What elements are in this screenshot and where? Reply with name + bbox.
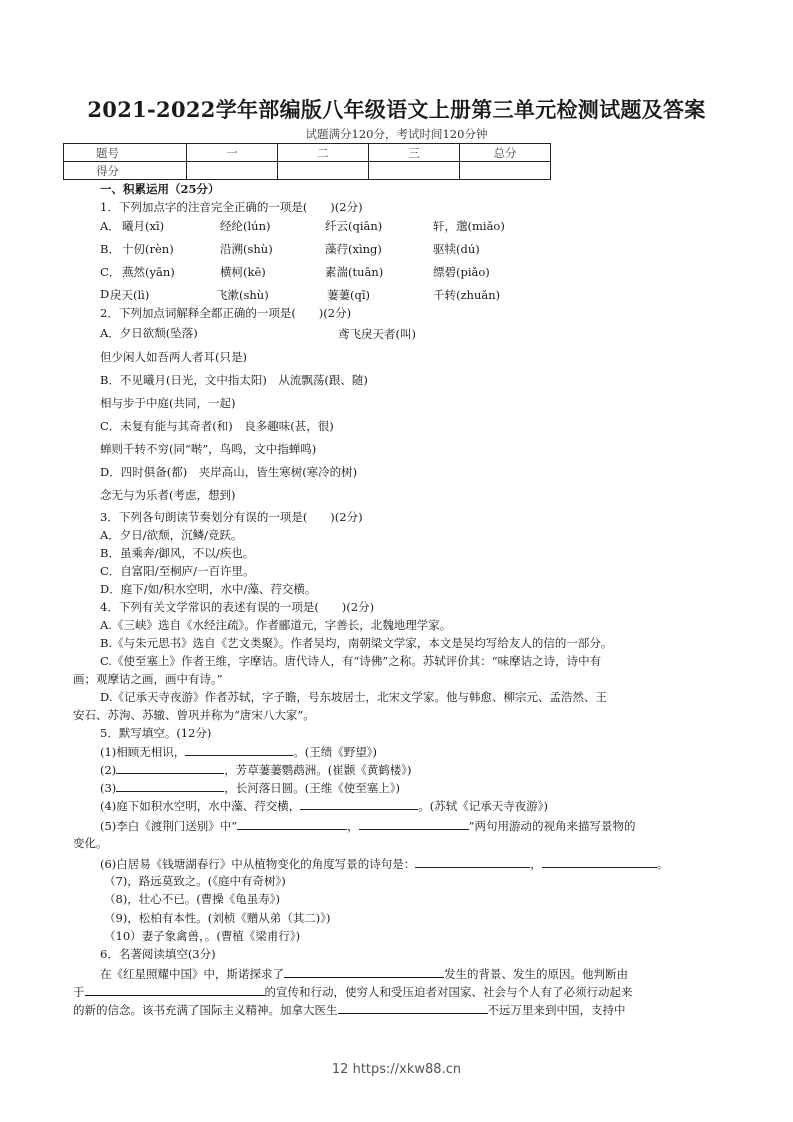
header-cell: 总分	[460, 144, 551, 162]
fill-prefix: (2)	[100, 763, 117, 777]
answer-blank[interactable]	[284, 966, 444, 978]
question-2-stem: 2．下列加点词解释全都正确的一项是( )(2分)	[100, 306, 352, 320]
score-table-header-row	[64, 144, 551, 162]
question-4-option: A.《三峡》选自《水经注疏》。作者郦道元，字善长，北魏地理学家。	[100, 618, 452, 632]
question-3-option: A．夕日/欲颓，沉鳞/竞跃。	[100, 528, 243, 542]
fill-item-8: （8)，壮心不已。(曹操《龟虽寿》)	[104, 892, 281, 906]
header-cell: 一	[187, 144, 278, 162]
fill-suffix: 。(王绩《野望》)	[293, 745, 378, 759]
option-item: 燕然(yān)	[122, 265, 175, 279]
answer-blank[interactable]	[359, 818, 469, 830]
fill-separator: ，	[347, 819, 359, 833]
question-4-stem: 4．下列有关文学常识的表述有误的一项是( )(2分)	[100, 600, 375, 614]
answer-blank[interactable]	[237, 818, 347, 830]
page-footer: 12 https://xkw88.cn	[331, 1062, 462, 1077]
option-item: 萋萋(qī)	[327, 288, 371, 302]
row-label: 得分	[64, 162, 187, 180]
question-3-option: C．自富阳/至桐庐/一百许里。	[100, 564, 255, 578]
question-2-line: 蝉则千转不穷(同“啭”，鸟鸣，文中指蝉鸣)	[100, 442, 317, 456]
fill-item-5-continued: 变化。	[73, 836, 108, 850]
option-item: 藻荇(xìng)	[325, 242, 382, 256]
score-cell	[278, 162, 369, 180]
question-6-stem: 6．名著阅读填空(3分)	[100, 947, 216, 961]
fill-item-9: （9)，松柏有本性。(刘桢《赠从弟（其二)》)	[104, 911, 331, 925]
option-item: 沿溯(shù)	[220, 242, 273, 256]
option-item: 千转(zhuǎn)	[433, 288, 501, 302]
header-cell: 二	[278, 144, 369, 162]
question-4-option-continued: 画；观摩诘之画，画中有诗。”	[73, 672, 223, 686]
fill-item-5	[100, 818, 636, 834]
option-item: 素湍(tuān)	[325, 265, 384, 279]
fill-suffix: 。	[656, 857, 669, 871]
question-2-line: 念无与为乐者(考虑，想到)	[100, 488, 236, 502]
question-5-stem: 5．默写填空。(12分)	[100, 726, 212, 740]
question-6-line-2	[73, 984, 633, 1000]
question-2-line: D．四时俱备(都) 夹岸高山，皆生寒树(寒冷的树)	[100, 465, 358, 479]
fill-prefix: (5)李白《渡荆门送别》中“	[100, 819, 238, 833]
header-cell: 题号	[64, 144, 187, 162]
fill-suffix: 不远万里来到中国，支持中	[487, 1003, 626, 1017]
option-item: 缥碧(piǎo)	[433, 265, 490, 279]
option-item: 飞漱(shù)	[216, 288, 269, 302]
fill-item-7: （7)，路远莫致之。(《庭中有奇树》)	[104, 874, 286, 888]
score-cell	[460, 162, 551, 180]
question-2-line: A．夕日欲颓(坠落)	[100, 326, 198, 340]
option-prefix: A．	[100, 219, 120, 233]
section-heading: 一、积累运用（25分）	[100, 182, 220, 196]
option-item: 驱犊(dú)	[433, 242, 480, 256]
fill-suffix: ”两句用游动的视角来描写景物的	[468, 819, 636, 833]
option-item: 经纶(lún)	[220, 219, 271, 233]
score-cell	[369, 162, 460, 180]
fill-item-1	[100, 744, 377, 760]
answer-blank[interactable]	[338, 1002, 488, 1014]
question-2-line: 相与步于中庭(共同，一起)	[100, 396, 236, 410]
fill-suffix: ，芳草萋萋鹦鹉洲。(崔颢《黄鹤楼》)	[224, 763, 412, 777]
fill-suffix: ，长河落日圆。(王维《使至塞上》)	[224, 781, 401, 795]
answer-blank[interactable]	[542, 856, 657, 868]
fill-prefix: 的新的信念。该书充满了国际主义精神。加拿大医生	[73, 1003, 338, 1017]
question-3-option: B．虽乘奔/御风，不以/疾也。	[100, 546, 255, 560]
page-title: 2021-2022学年部编版八年级语文上册第三单元检测试题及答案	[87, 97, 706, 122]
answer-blank[interactable]	[300, 798, 418, 810]
question-4-option: C.《使至塞上》作者王维，字摩诘。唐代诗人，有“诗佛”之称。苏轼评价其：“味摩诘之诗，诗中有	[100, 654, 602, 668]
fill-suffix: 。(苏轼《记承天寺夜游》)	[418, 799, 549, 813]
question-3-option: D．庭下/如/积水空明，水中/藻、荇交横。	[100, 582, 317, 596]
answer-blank[interactable]	[85, 984, 265, 996]
header-cell: 三	[369, 144, 460, 162]
question-2-line: 鸢飞戾天者(叫)	[338, 327, 416, 341]
score-table	[63, 143, 551, 180]
fill-separator: ，	[530, 857, 542, 871]
question-4-option: B.《与朱元思书》选自《艺文类聚》。作者吴均，南朝梁文学家，本文是吴均写给友人的信的一部分。	[100, 636, 613, 650]
question-4-option-continued: 安石、苏洵、苏辙、曾巩并称为“唐宋八大家”。	[73, 708, 315, 722]
answer-blank[interactable]	[116, 762, 224, 774]
option-item: 十仞(rèn)	[122, 242, 174, 256]
score-cell	[187, 162, 278, 180]
answer-blank[interactable]	[415, 856, 530, 868]
exam-info: 试题满分120分，考试时间120分钟	[305, 127, 488, 141]
fill-prefix: (3)	[100, 781, 117, 795]
option-prefix: C．	[100, 265, 121, 279]
question-2-line: C．未复有能与其奇者(和) 良多趣味(甚，很)	[100, 419, 334, 433]
score-table-score-row	[64, 162, 551, 180]
fill-item-2	[100, 762, 412, 778]
fill-prefix: (6)白居易《钱塘湖春行》中从植物变化的角度写景的诗句是：	[100, 857, 416, 871]
fill-suffix: 的宣传和行动，使穷人和受压迫者对国家、社会与个人有了必须行动起来	[264, 985, 633, 999]
fill-item-6	[100, 856, 668, 872]
question-1-stem: 1．下列加点字的注音完全正确的一项是( )(2分)	[100, 200, 363, 214]
fill-item-10: （10）妻子象禽兽，。(曹植《梁甫行》)	[104, 929, 301, 943]
fill-prefix: (1)相顾无相识，	[100, 745, 186, 759]
option-item: 纤云(qiān)	[325, 219, 383, 233]
question-4-option: D.《记承天寺夜游》作者苏轼，字子瞻，号东坡居士，北宋文学家。他与韩愈、柳宗元、孟浩然、王	[100, 690, 607, 704]
fill-item-4	[100, 798, 548, 814]
answer-blank[interactable]	[116, 780, 224, 792]
option-item: 曦月(xī)	[122, 219, 165, 233]
option-item: 轩，邈(miǎo)	[433, 219, 505, 233]
option-prefix: B．	[100, 242, 120, 256]
fill-item-3	[100, 780, 400, 796]
question-6-line-3	[73, 1002, 626, 1018]
fill-prefix: 于	[73, 985, 85, 999]
question-6-line-1	[100, 966, 628, 982]
question-2-line: 但少闲人如吾两人者耳(只是)	[100, 350, 247, 364]
fill-prefix: 在《红星照耀中国》中，斯诺探求了	[100, 967, 284, 981]
option-prefix: D	[100, 287, 110, 301]
answer-blank[interactable]	[185, 744, 293, 756]
option-item: 横柯(kē)	[220, 265, 266, 279]
question-2-line: B．不见曦月(日光，文中指太阳) 从流飘荡(跟、随)	[100, 373, 368, 387]
fill-prefix: (4)庭下如积水空明，水中藻、荇交横，	[100, 799, 301, 813]
option-item: 戾天(lì)	[110, 288, 150, 302]
question-3-stem: 3．下列各句朗读节奏划分有误的一项是( )(2分)	[100, 510, 363, 524]
fill-suffix: 发生的背景、发生的原因。他判断由	[444, 967, 628, 981]
